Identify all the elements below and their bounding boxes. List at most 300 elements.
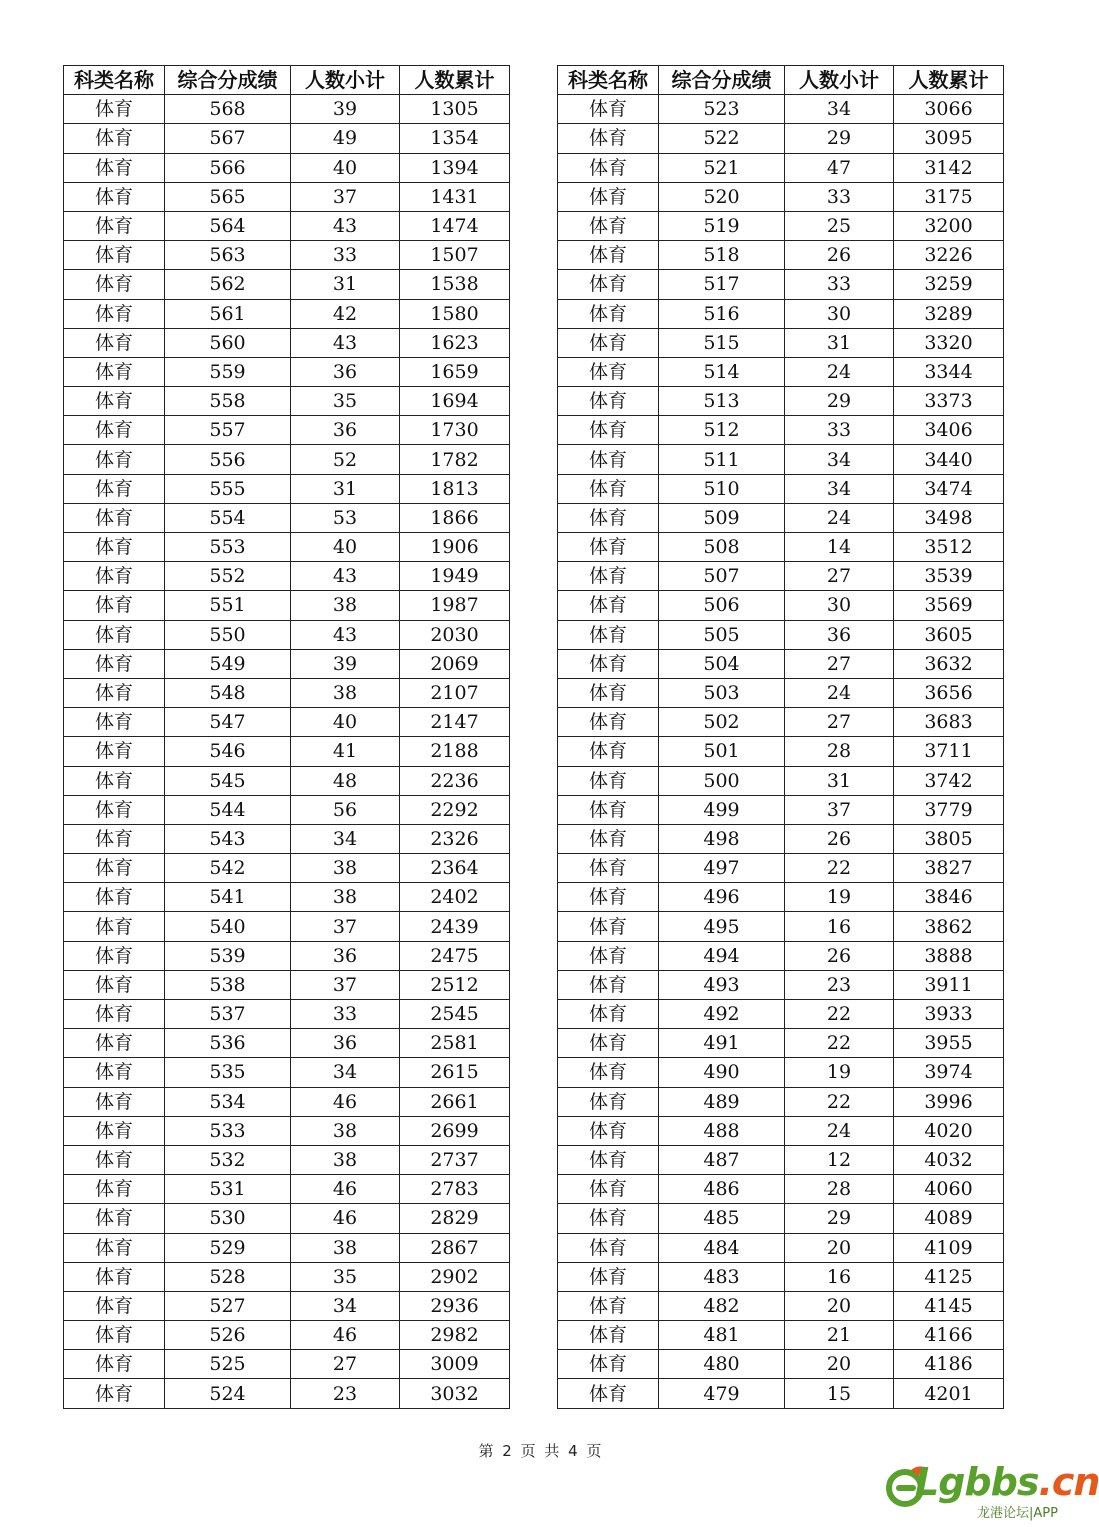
cell-score: 498 xyxy=(659,824,785,853)
cell-count: 12 xyxy=(785,1145,894,1174)
cell-category: 体育 xyxy=(64,357,165,386)
table-row xyxy=(558,737,1004,766)
cell-score: 564 xyxy=(165,211,291,240)
cell-cumulative: 4109 xyxy=(894,1233,1004,1262)
cell-cumulative: 3474 xyxy=(894,474,1004,503)
cell-cumulative: 3498 xyxy=(894,503,1004,532)
cell-category: 体育 xyxy=(64,270,165,299)
cell-cumulative: 1730 xyxy=(400,416,510,445)
table-row xyxy=(558,1029,1004,1058)
cell-category: 体育 xyxy=(558,211,659,240)
table-row xyxy=(64,445,510,474)
table-row xyxy=(64,124,510,153)
cell-cumulative: 3742 xyxy=(894,766,1004,795)
cell-category: 体育 xyxy=(64,1350,165,1379)
table-row xyxy=(64,620,510,649)
cell-category: 体育 xyxy=(558,1000,659,1029)
cell-category: 体育 xyxy=(64,1058,165,1087)
table-row xyxy=(558,941,1004,970)
cell-category: 体育 xyxy=(64,591,165,620)
cell-count: 35 xyxy=(291,387,400,416)
table-row xyxy=(64,153,510,182)
cell-cumulative: 1305 xyxy=(400,95,510,124)
cell-category: 体育 xyxy=(64,824,165,853)
cell-score: 542 xyxy=(165,854,291,883)
cell-score: 550 xyxy=(165,620,291,649)
cell-category: 体育 xyxy=(64,124,165,153)
cell-count: 34 xyxy=(785,445,894,474)
cell-count: 20 xyxy=(785,1350,894,1379)
cell-score: 484 xyxy=(659,1233,785,1262)
table-row xyxy=(64,1145,510,1174)
cell-count: 27 xyxy=(785,562,894,591)
cell-count: 42 xyxy=(291,299,400,328)
cell-count: 31 xyxy=(291,270,400,299)
table-row xyxy=(558,1233,1004,1262)
table-row xyxy=(64,649,510,678)
cell-score: 486 xyxy=(659,1175,785,1204)
table-body-right xyxy=(558,95,1004,1408)
cell-score: 549 xyxy=(165,649,291,678)
cell-cumulative: 2545 xyxy=(400,1000,510,1029)
table-row xyxy=(64,824,510,853)
cell-score: 481 xyxy=(659,1321,785,1350)
table-row xyxy=(558,387,1004,416)
cell-count: 20 xyxy=(785,1291,894,1320)
score-table-right xyxy=(557,65,1004,1409)
cell-category: 体育 xyxy=(64,766,165,795)
cell-count: 38 xyxy=(291,678,400,707)
cell-cumulative: 3827 xyxy=(894,854,1004,883)
cell-count: 29 xyxy=(785,387,894,416)
cell-category: 体育 xyxy=(558,270,659,299)
table-row xyxy=(64,1058,510,1087)
cell-count: 36 xyxy=(785,620,894,649)
cell-cumulative: 3955 xyxy=(894,1029,1004,1058)
cell-category: 体育 xyxy=(558,328,659,357)
table-row xyxy=(558,416,1004,445)
table-row xyxy=(558,1175,1004,1204)
cell-score: 563 xyxy=(165,241,291,270)
cell-cumulative: 3539 xyxy=(894,562,1004,591)
cell-score: 568 xyxy=(165,95,291,124)
table-row xyxy=(64,1204,510,1233)
table-header-row xyxy=(558,66,1004,95)
cell-count: 26 xyxy=(785,824,894,853)
table-row xyxy=(64,737,510,766)
cell-category: 体育 xyxy=(558,1058,659,1087)
cell-category: 体育 xyxy=(64,182,165,211)
cell-score: 536 xyxy=(165,1029,291,1058)
cell-category: 体育 xyxy=(558,357,659,386)
cell-cumulative: 3344 xyxy=(894,357,1004,386)
cell-score: 495 xyxy=(659,912,785,941)
cell-count: 36 xyxy=(291,941,400,970)
table-row xyxy=(558,1116,1004,1145)
cell-score: 500 xyxy=(659,766,785,795)
cell-cumulative: 4145 xyxy=(894,1291,1004,1320)
cell-score: 555 xyxy=(165,474,291,503)
cell-cumulative: 1507 xyxy=(400,241,510,270)
cell-count: 35 xyxy=(291,1262,400,1291)
cell-score: 485 xyxy=(659,1204,785,1233)
table-row xyxy=(558,1087,1004,1116)
cell-category: 体育 xyxy=(558,1204,659,1233)
cell-category: 体育 xyxy=(64,854,165,883)
cell-score: 530 xyxy=(165,1204,291,1233)
cell-score: 531 xyxy=(165,1175,291,1204)
cell-cumulative: 3569 xyxy=(894,591,1004,620)
table-row xyxy=(558,708,1004,737)
cell-category: 体育 xyxy=(558,678,659,707)
cell-category: 体育 xyxy=(558,737,659,766)
cell-score: 509 xyxy=(659,503,785,532)
cell-count: 24 xyxy=(785,678,894,707)
cell-score: 545 xyxy=(165,766,291,795)
score-table-left xyxy=(63,65,510,1409)
table-row xyxy=(64,299,510,328)
header-score: 综合分成绩 xyxy=(165,66,291,95)
cell-count: 29 xyxy=(785,1204,894,1233)
cell-score: 552 xyxy=(165,562,291,591)
cell-count: 38 xyxy=(291,1145,400,1174)
cell-cumulative: 3095 xyxy=(894,124,1004,153)
table-row xyxy=(64,562,510,591)
table-row xyxy=(558,182,1004,211)
table-row xyxy=(64,912,510,941)
cell-score: 521 xyxy=(659,153,785,182)
cell-category: 体育 xyxy=(558,416,659,445)
table-row xyxy=(64,678,510,707)
table-row xyxy=(558,533,1004,562)
cell-score: 557 xyxy=(165,416,291,445)
cell-cumulative: 4186 xyxy=(894,1350,1004,1379)
cell-cumulative: 2439 xyxy=(400,912,510,941)
cell-count: 24 xyxy=(785,1116,894,1145)
cell-category: 体育 xyxy=(558,620,659,649)
cell-score: 535 xyxy=(165,1058,291,1087)
table-header-row xyxy=(64,66,510,95)
cell-cumulative: 2107 xyxy=(400,678,510,707)
cell-count: 33 xyxy=(291,241,400,270)
cell-cumulative: 2982 xyxy=(400,1321,510,1350)
cell-count: 33 xyxy=(785,270,894,299)
cell-score: 540 xyxy=(165,912,291,941)
cell-score: 525 xyxy=(165,1350,291,1379)
table-row xyxy=(64,95,510,124)
cell-category: 体育 xyxy=(558,1291,659,1320)
cell-cumulative: 3862 xyxy=(894,912,1004,941)
cell-count: 23 xyxy=(785,970,894,999)
cell-count: 43 xyxy=(291,562,400,591)
cell-count: 43 xyxy=(291,211,400,240)
cell-cumulative: 3888 xyxy=(894,941,1004,970)
watermark-tld: .cn xyxy=(1038,1460,1099,1504)
cell-score: 561 xyxy=(165,299,291,328)
table-row xyxy=(64,416,510,445)
table-row xyxy=(558,124,1004,153)
cell-score: 562 xyxy=(165,270,291,299)
table-row xyxy=(64,1233,510,1262)
table-row xyxy=(64,1000,510,1029)
cell-cumulative: 2030 xyxy=(400,620,510,649)
cell-cumulative: 2069 xyxy=(400,649,510,678)
cell-cumulative: 3996 xyxy=(894,1087,1004,1116)
cell-score: 514 xyxy=(659,357,785,386)
cell-category: 体育 xyxy=(558,591,659,620)
cell-cumulative: 1623 xyxy=(400,328,510,357)
cell-cumulative: 1474 xyxy=(400,211,510,240)
cell-category: 体育 xyxy=(558,766,659,795)
table-row xyxy=(558,854,1004,883)
cell-score: 491 xyxy=(659,1029,785,1058)
table-row xyxy=(64,474,510,503)
cell-category: 体育 xyxy=(558,1321,659,1350)
cell-count: 22 xyxy=(785,1029,894,1058)
cell-count: 19 xyxy=(785,1058,894,1087)
cell-count: 34 xyxy=(291,1058,400,1087)
cell-cumulative: 2783 xyxy=(400,1175,510,1204)
cell-category: 体育 xyxy=(558,1087,659,1116)
cell-category: 体育 xyxy=(558,795,659,824)
page-number-footer: 第 2 页 共 4 页 xyxy=(478,1442,602,1460)
cell-category: 体育 xyxy=(64,1262,165,1291)
cell-count: 46 xyxy=(291,1321,400,1350)
cell-category: 体育 xyxy=(558,182,659,211)
table-row xyxy=(64,766,510,795)
watermark-subtitle: 龙港论坛|APP xyxy=(977,1506,1058,1521)
cell-cumulative: 2188 xyxy=(400,737,510,766)
cell-category: 体育 xyxy=(558,649,659,678)
cell-score: 558 xyxy=(165,387,291,416)
cell-cumulative: 2147 xyxy=(400,708,510,737)
cell-cumulative: 1580 xyxy=(400,299,510,328)
table-row xyxy=(558,270,1004,299)
cell-count: 37 xyxy=(291,182,400,211)
table-row xyxy=(64,708,510,737)
table-row xyxy=(64,503,510,532)
cell-category: 体育 xyxy=(558,708,659,737)
cell-cumulative: 1987 xyxy=(400,591,510,620)
cell-score: 493 xyxy=(659,970,785,999)
table-row xyxy=(558,591,1004,620)
cell-score: 539 xyxy=(165,941,291,970)
cell-score: 499 xyxy=(659,795,785,824)
cell-cumulative: 1906 xyxy=(400,533,510,562)
cell-score: 556 xyxy=(165,445,291,474)
cell-category: 体育 xyxy=(64,912,165,941)
cell-cumulative: 3911 xyxy=(894,970,1004,999)
cell-count: 36 xyxy=(291,1029,400,1058)
cell-count: 26 xyxy=(785,941,894,970)
cell-count: 38 xyxy=(291,1233,400,1262)
cell-cumulative: 3805 xyxy=(894,824,1004,853)
cell-cumulative: 2581 xyxy=(400,1029,510,1058)
cell-count: 26 xyxy=(785,241,894,270)
cell-category: 体育 xyxy=(558,941,659,970)
header-count: 人数小计 xyxy=(291,66,400,95)
watermark-brand xyxy=(915,1460,1099,1504)
cell-category: 体育 xyxy=(558,95,659,124)
cell-category: 体育 xyxy=(558,1350,659,1379)
cell-count: 27 xyxy=(291,1350,400,1379)
cell-score: 567 xyxy=(165,124,291,153)
cell-category: 体育 xyxy=(558,503,659,532)
cell-cumulative: 4089 xyxy=(894,1204,1004,1233)
table-row xyxy=(64,533,510,562)
cell-category: 体育 xyxy=(64,678,165,707)
cell-cumulative: 1394 xyxy=(400,153,510,182)
table-row xyxy=(558,357,1004,386)
cell-cumulative: 3656 xyxy=(894,678,1004,707)
cell-count: 48 xyxy=(291,766,400,795)
cell-count: 43 xyxy=(291,620,400,649)
table-row xyxy=(558,883,1004,912)
cell-cumulative: 1949 xyxy=(400,562,510,591)
cell-count: 38 xyxy=(291,1116,400,1145)
cell-category: 体育 xyxy=(558,445,659,474)
cell-cumulative: 2326 xyxy=(400,824,510,853)
table-row xyxy=(558,1262,1004,1291)
cell-score: 553 xyxy=(165,533,291,562)
table-body-left xyxy=(64,95,510,1408)
cell-cumulative: 1659 xyxy=(400,357,510,386)
cell-score: 527 xyxy=(165,1291,291,1320)
table-row xyxy=(64,883,510,912)
cell-count: 27 xyxy=(785,708,894,737)
cell-category: 体育 xyxy=(64,1087,165,1116)
header-cumulative: 人数累计 xyxy=(400,66,510,95)
table-row xyxy=(558,649,1004,678)
cell-cumulative: 3142 xyxy=(894,153,1004,182)
cell-count: 41 xyxy=(291,737,400,766)
cell-count: 22 xyxy=(785,854,894,883)
header-cumulative: 人数累计 xyxy=(894,66,1004,95)
cell-score: 515 xyxy=(659,328,785,357)
cell-category: 体育 xyxy=(64,416,165,445)
cell-score: 503 xyxy=(659,678,785,707)
cell-cumulative: 3933 xyxy=(894,1000,1004,1029)
cell-score: 560 xyxy=(165,328,291,357)
cell-score: 512 xyxy=(659,416,785,445)
cell-count: 30 xyxy=(785,591,894,620)
cell-count: 52 xyxy=(291,445,400,474)
table-row xyxy=(558,95,1004,124)
cell-category: 体育 xyxy=(558,970,659,999)
table-row xyxy=(558,1379,1004,1408)
cell-score: 508 xyxy=(659,533,785,562)
cell-score: 502 xyxy=(659,708,785,737)
cell-score: 501 xyxy=(659,737,785,766)
cell-category: 体育 xyxy=(558,883,659,912)
cell-count: 31 xyxy=(291,474,400,503)
cell-cumulative: 2236 xyxy=(400,766,510,795)
cell-category: 体育 xyxy=(64,445,165,474)
cell-score: 522 xyxy=(659,124,785,153)
table-row xyxy=(558,912,1004,941)
cell-score: 537 xyxy=(165,1000,291,1029)
cell-count: 37 xyxy=(291,970,400,999)
cell-score: 541 xyxy=(165,883,291,912)
cell-score: 496 xyxy=(659,883,785,912)
cell-cumulative: 2364 xyxy=(400,854,510,883)
table-row xyxy=(558,824,1004,853)
table-row xyxy=(64,1087,510,1116)
cell-score: 566 xyxy=(165,153,291,182)
cell-cumulative: 3406 xyxy=(894,416,1004,445)
cell-count: 25 xyxy=(785,211,894,240)
cell-score: 554 xyxy=(165,503,291,532)
table-row xyxy=(64,591,510,620)
cell-category: 体育 xyxy=(558,1233,659,1262)
table-row xyxy=(558,211,1004,240)
cell-count: 38 xyxy=(291,883,400,912)
cell-score: 482 xyxy=(659,1291,785,1320)
cell-category: 体育 xyxy=(64,1204,165,1233)
table-row xyxy=(558,562,1004,591)
cell-count: 28 xyxy=(785,1175,894,1204)
cell-score: 497 xyxy=(659,854,785,883)
table-row xyxy=(558,328,1004,357)
cell-count: 33 xyxy=(785,416,894,445)
cell-count: 39 xyxy=(291,649,400,678)
cell-score: 511 xyxy=(659,445,785,474)
cell-category: 体育 xyxy=(64,211,165,240)
table-row xyxy=(64,387,510,416)
cell-score: 504 xyxy=(659,649,785,678)
cell-score: 506 xyxy=(659,591,785,620)
cell-category: 体育 xyxy=(64,1029,165,1058)
table-row xyxy=(558,503,1004,532)
table-row xyxy=(64,328,510,357)
cell-category: 体育 xyxy=(64,1000,165,1029)
cell-cumulative: 2936 xyxy=(400,1291,510,1320)
cell-score: 524 xyxy=(165,1379,291,1408)
table-row xyxy=(64,1350,510,1379)
cell-count: 23 xyxy=(291,1379,400,1408)
table-row xyxy=(64,270,510,299)
header-count: 人数小计 xyxy=(785,66,894,95)
cell-score: 505 xyxy=(659,620,785,649)
cell-score: 533 xyxy=(165,1116,291,1145)
cell-count: 21 xyxy=(785,1321,894,1350)
cell-score: 479 xyxy=(659,1379,785,1408)
cell-category: 体育 xyxy=(64,620,165,649)
cell-count: 38 xyxy=(291,854,400,883)
cell-category: 体育 xyxy=(64,533,165,562)
cell-count: 24 xyxy=(785,503,894,532)
cell-count: 40 xyxy=(291,533,400,562)
table-row xyxy=(64,854,510,883)
cell-cumulative: 1782 xyxy=(400,445,510,474)
watermark-logo xyxy=(885,1460,1099,1522)
cell-count: 28 xyxy=(785,737,894,766)
cell-category: 体育 xyxy=(558,124,659,153)
table-row xyxy=(558,795,1004,824)
cell-category: 体育 xyxy=(558,1379,659,1408)
watermark-brand-text: Lgbbs xyxy=(915,1460,1039,1504)
cell-cumulative: 2402 xyxy=(400,883,510,912)
cell-cumulative: 3779 xyxy=(894,795,1004,824)
table-row xyxy=(558,1145,1004,1174)
cell-category: 体育 xyxy=(558,299,659,328)
table-row xyxy=(64,211,510,240)
cell-cumulative: 4201 xyxy=(894,1379,1004,1408)
cell-category: 体育 xyxy=(64,1116,165,1145)
cell-cumulative: 3066 xyxy=(894,95,1004,124)
table-row xyxy=(64,1379,510,1408)
cell-cumulative: 2902 xyxy=(400,1262,510,1291)
